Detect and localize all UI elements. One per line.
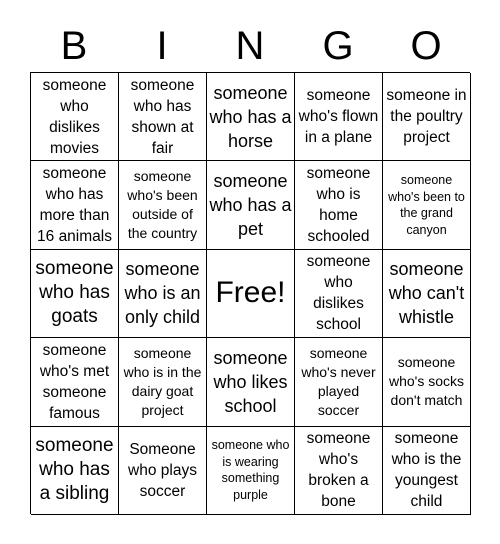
bingo-grid	[30, 72, 470, 514]
bingo-cell[interactable]: someone who can't whistle	[383, 250, 471, 338]
header-letter-n: N	[235, 24, 265, 68]
bingo-cell[interactable]: someone who is an only child	[119, 250, 207, 338]
bingo-cell[interactable]: someone who dislikes movies	[31, 73, 119, 161]
bingo-cell[interactable]: someone who dislikes school	[295, 250, 383, 338]
bingo-cell[interactable]: someone who has more than 16 animals	[31, 161, 119, 249]
bingo-cell[interactable]: someone who is wearing something purple	[207, 427, 295, 515]
bingo-cell[interactable]: someone who's been to the grand canyon	[383, 161, 471, 249]
bingo-cell[interactable]: someone who likes school	[207, 338, 295, 426]
free-space-cell[interactable]: Free!	[207, 250, 295, 338]
header-letter-g: G	[322, 24, 354, 68]
bingo-cell[interactable]: someone who is home schooled	[295, 161, 383, 249]
bingo-cell[interactable]: someone who's met someone famous	[31, 338, 119, 426]
bingo-cell[interactable]: someone who has a sibling	[31, 427, 119, 515]
bingo-cell[interactable]: someone who has a horse	[207, 73, 295, 161]
bingo-cell[interactable]: someone who's never played soccer	[295, 338, 383, 426]
header-letter-i: I	[156, 24, 168, 68]
bingo-cell[interactable]: Someone who plays soccer	[119, 427, 207, 515]
header-letter-o: O	[410, 24, 442, 68]
bingo-cell[interactable]: someone who's flown in a plane	[295, 73, 383, 161]
bingo-cell[interactable]: someone in the poultry project	[383, 73, 471, 161]
bingo-cell[interactable]: someone who has a pet	[207, 161, 295, 249]
bingo-cell[interactable]: someone who is in the dairy goat project	[119, 338, 207, 426]
bingo-cell[interactable]: someone who is the youngest child	[383, 427, 471, 515]
header-letter-b: B	[60, 24, 88, 68]
bingo-header	[30, 20, 470, 72]
bingo-cell[interactable]: someone who's broken a bone	[295, 427, 383, 515]
bingo-cell[interactable]: someone who's been outside of the country	[119, 161, 207, 249]
bingo-cell[interactable]: someone who has shown at fair	[119, 73, 207, 161]
bingo-cell[interactable]: someone who's socks don't match	[383, 338, 471, 426]
bingo-cell[interactable]: someone who has goats	[31, 250, 119, 338]
